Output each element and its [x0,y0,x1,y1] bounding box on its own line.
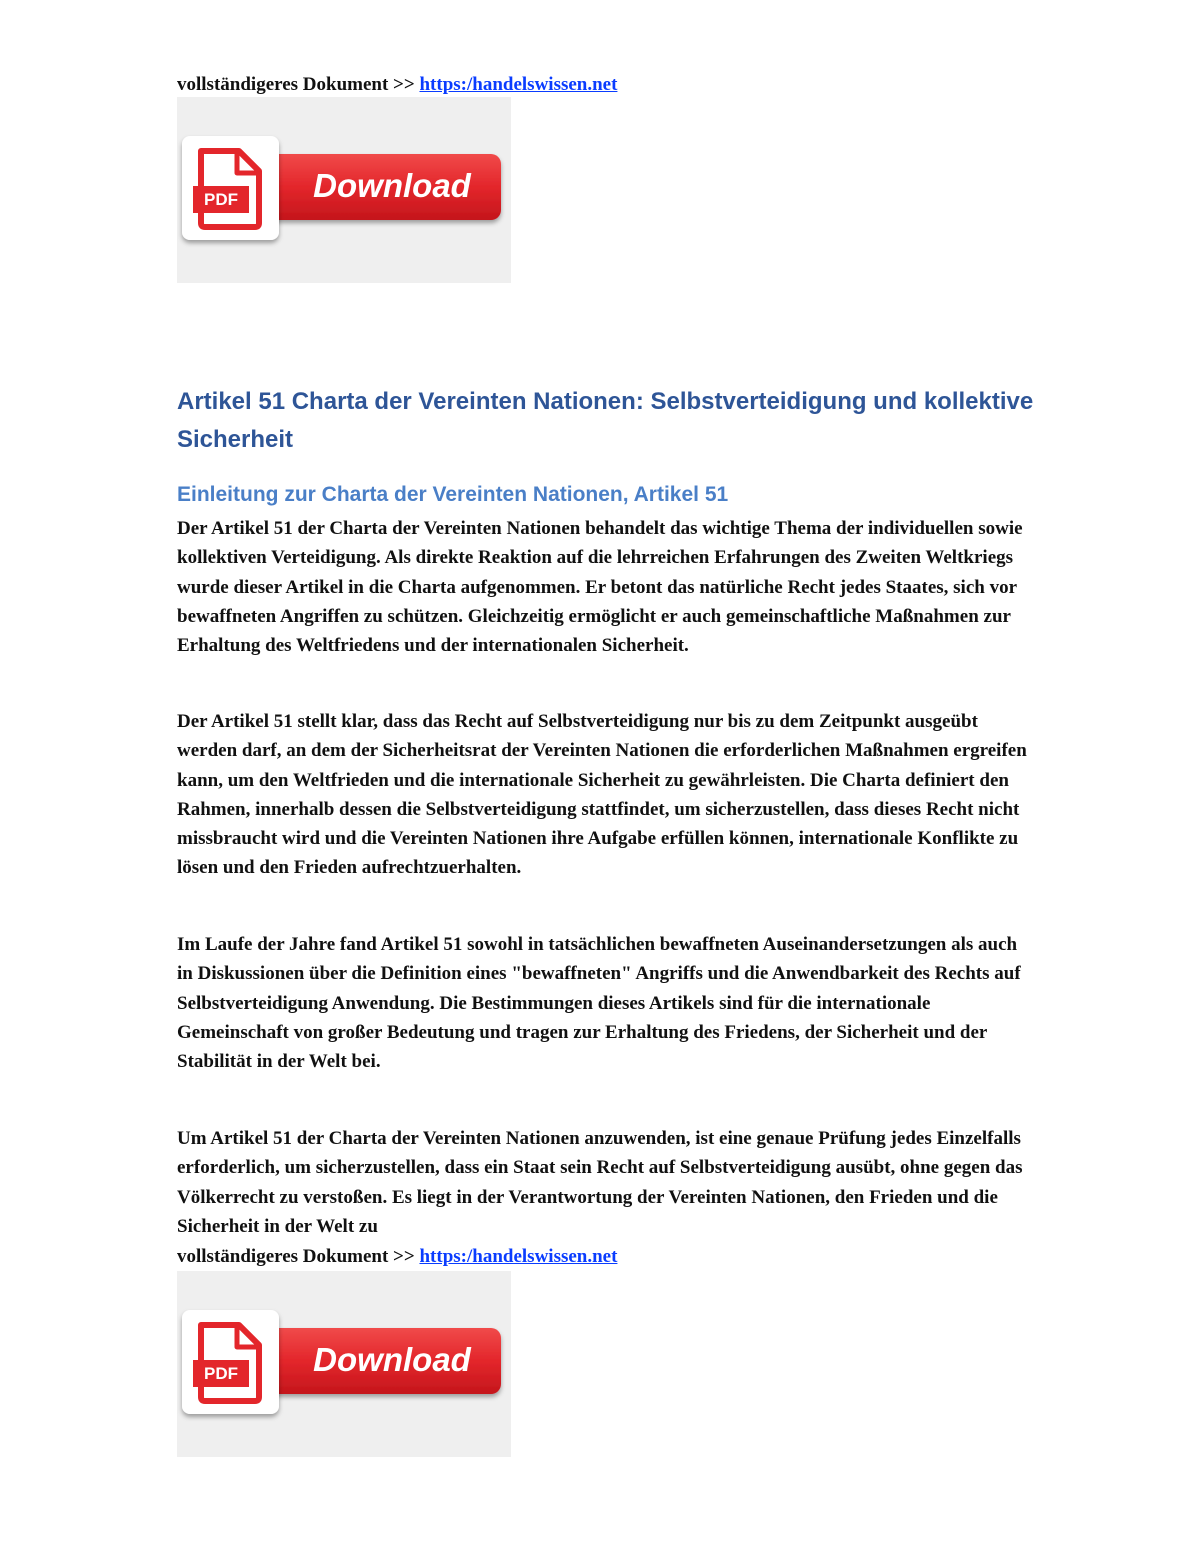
top-reference-link[interactable]: https:/handelswissen.net [419,74,618,95]
top-reference-line [177,74,617,96]
paragraph-1: Der Artikel 51 der Charta der Vereinten Nationen behandelt das wichtige Thema der individuellen sowie kollektiven Verteidigung. Als direkte Reaktion auf die lehrreichen Erfahrungen des Zweiten Weltkriegs wurde dieser Artikel in die Charta aufgenommen. Er betont das natürliche Recht jedes Staates, sich vor bewaffneten Angriffen zu schützen. Gleichzeitig ermöglicht er auch gemeinschaftliche Maßnahmen zur Erhaltung des Weltfriedens und der internationalen Sicherheit. [177,518,1023,657]
article-title: Artikel 51 Charta der Vereinten Nationen: Selbstverteidigung und kollektive Sicherheit [177,388,1034,453]
paragraph-3: Im Laufe der Jahre fand Artikel 51 sowohl in tatsächlichen bewaffneten Auseinandersetzungen als auch in Diskussionen über die Definition eines "bewaffneten" Angriffs und die Anwendbarkeit des Rechts auf Selbstverteidigung Anwendung. Die Bestimmungen dieses Artikels sind für die internationale Gemeinschaft von großer Bedeutung und tragen zur Erhaltung des Friedens, der Sicherheit und der Stabilität in der Welt bei. [177,934,1021,1073]
pdf-label-top: PDF [204,190,238,209]
bottom-reference-link[interactable]: https:/handelswissen.net [419,1246,618,1267]
article-subtitle: Einleitung zur Charta der Vereinten Nationen, Artikel 51 [177,483,729,506]
bottom-reference-label: vollständigeres Dokument >> [177,1246,420,1267]
download-label-bottom: Download [313,1341,471,1378]
download-button-top[interactable] [177,97,511,283]
bottom-reference-line [177,1246,617,1268]
pdf-label-bottom: PDF [204,1364,238,1383]
paragraph-4: Um Artikel 51 der Charta der Vereinten Nationen anzuwenden, ist eine genaue Prüfung jedes Einzelfalls erforderlich, um sicherzustellen, dass ein Staat sein Recht auf Selbstverteidigung ausübt, ohne gegen das Völkerrecht zu verstoßen. Es liegt in der Verantwortung der Vereinten Nationen, den Frieden und die Sicherheit in der Welt zu [177,1128,1023,1237]
top-reference-label: vollständigeres Dokument >> [177,74,420,95]
download-button-bottom[interactable] [177,1271,511,1457]
paragraph-2: Der Artikel 51 stellt klar, dass das Recht auf Selbstverteidigung nur bis zu dem Zeitpunkt ausgeübt werden darf, an dem der Sicherheitsrat der Vereinten Nationen die erforderlichen Maßnahmen ergreifen kann, um den Weltfrieden und die internationale Sicherheit zu gewährleisten. Die Charta definiert den Rahmen, innerhalb dessen die Selbstverteidigung stattfindet, um sicherzustellen, dass dieses Recht nicht missbraucht wird und die Vereinten Nationen ihre Aufgabe erfüllen können, internationale Konflikte zu lösen und den Frieden aufrechtzuerhalten. [177,711,1027,879]
download-label-top: Download [313,167,471,204]
